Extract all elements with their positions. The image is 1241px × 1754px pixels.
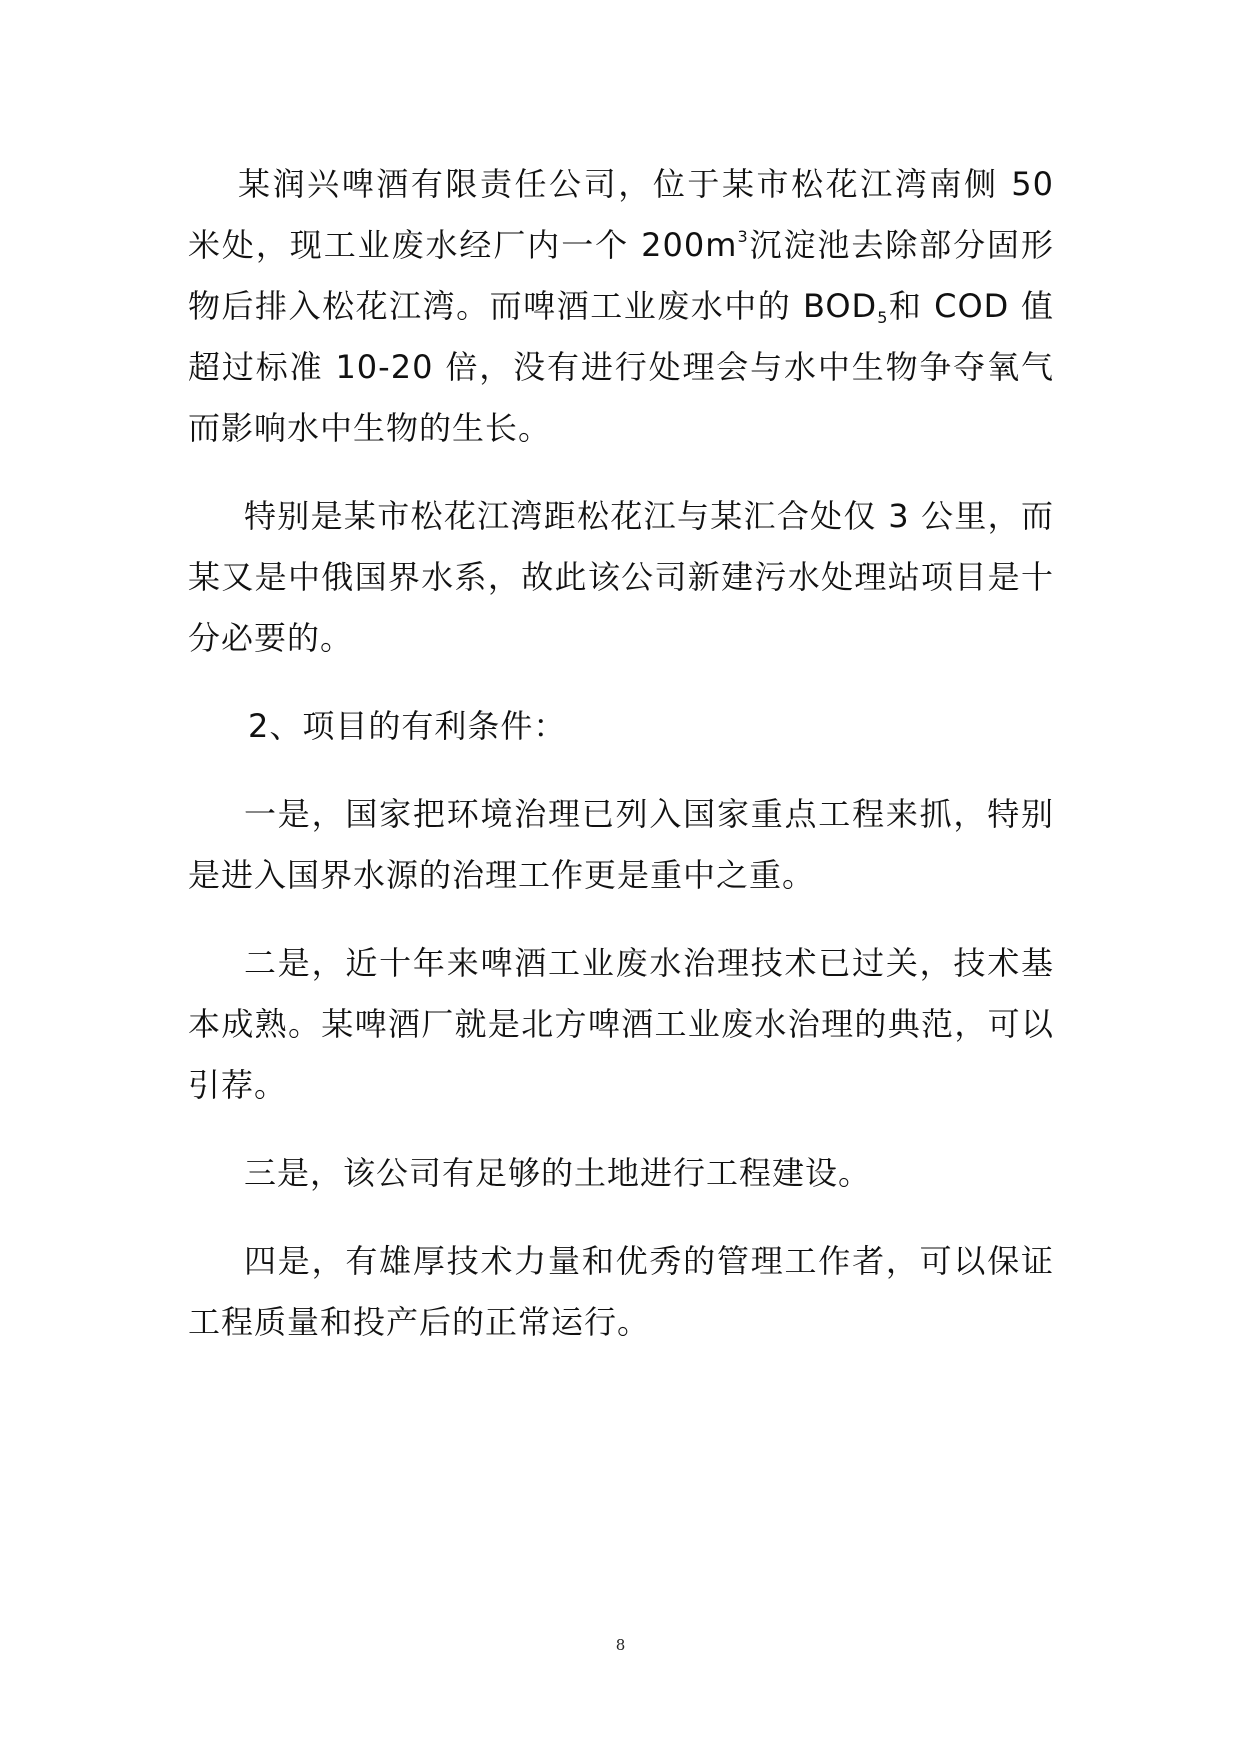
subscript-five: 5 (877, 308, 889, 327)
paragraph-necessity: 特别是某市松花江湾距松花江与某汇合处仅 3 公里，而某又是中俄国界水系，故此该公司新建污水处理站项目是十分必要的。 (188, 497, 1054, 657)
body-text (188, 154, 1054, 1380)
paragraph-condition-four: 四是，有雄厚技术力量和优秀的管理工作者，可以保证工程质量和投产后的正常运行。 (188, 1242, 1054, 1341)
section-heading-favorable-conditions: 2、项目的有利条件： (248, 707, 567, 745)
page-number: 8 (615, 1636, 626, 1654)
paragraph-condition-three: 三是，该公司有足够的土地进行工程建设。 (244, 1154, 872, 1192)
paragraph-wastewater-status (188, 154, 1054, 459)
paragraph-text-part: 沉淀池去除部分固形物后排入松花江湾。而啤酒工业废水中的 BOD (188, 226, 1054, 325)
paragraph-text-part: 某润兴啤酒有限责任公司，位于某市松花江湾南侧 50 米处，现工业废水经厂内一个 200m (188, 165, 1054, 264)
paragraph-condition-one: 一是，国家把环境治理已列入国家重点工程来抓，特别是进入国界水源的治理工作更是重中之重。 (188, 795, 1054, 894)
paragraph-condition-two: 二是，近十年来啤酒工业废水治理技术已过关，技术基本成熟。某啤酒厂就是北方啤酒工业废水治理的典范，可以引荐。 (188, 944, 1054, 1104)
paragraph-text-part: 和 COD 值超过标准 10-20 倍，没有进行处理会与水中生物争夺氧气而影响水中生物的生长。 (188, 287, 1054, 447)
superscript-cubic: 3 (737, 227, 749, 246)
